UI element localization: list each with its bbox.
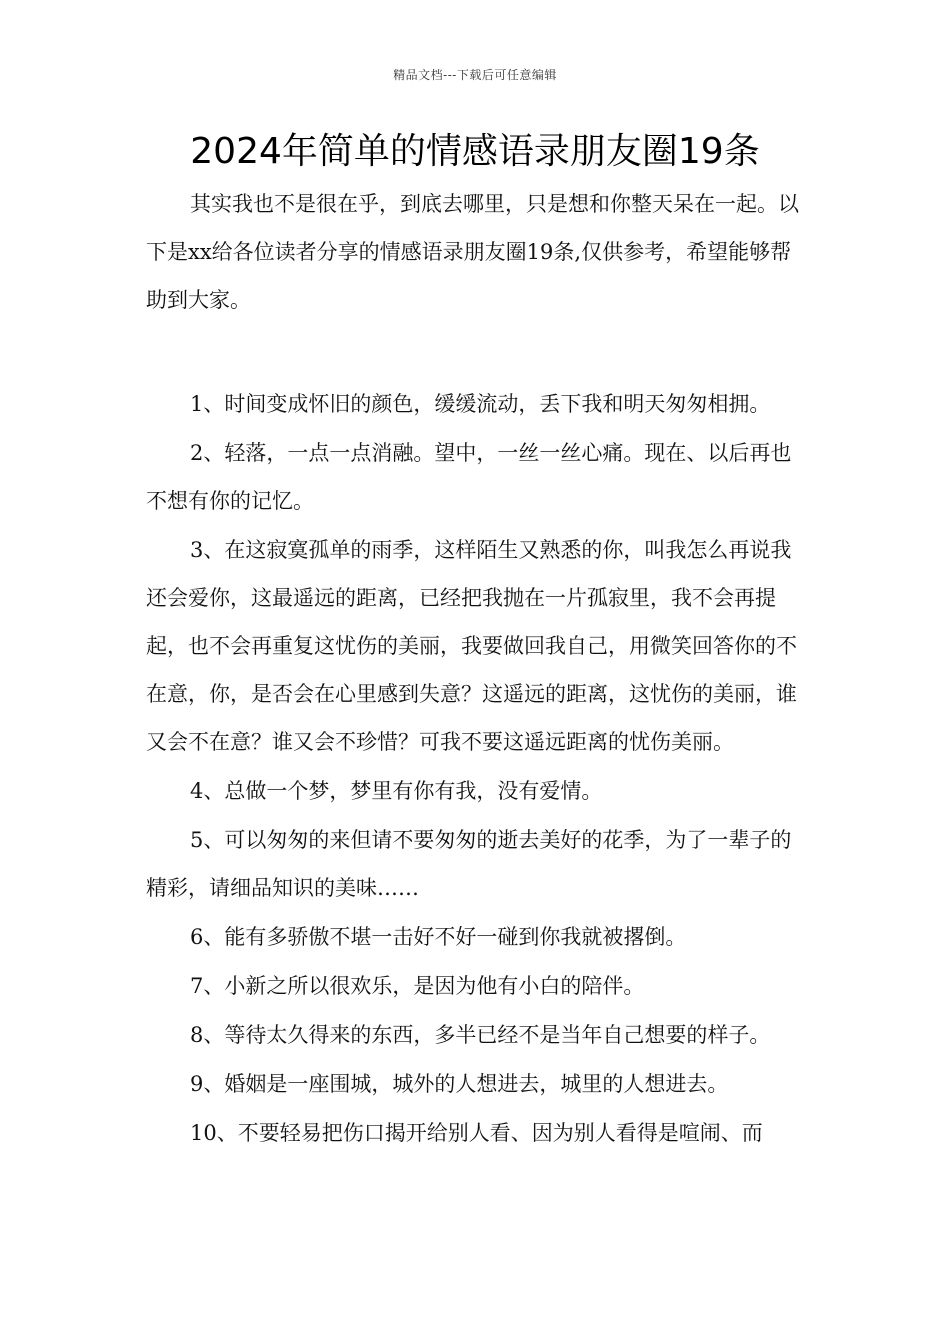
list-item: 6、能有多骄傲不堪一击好不好一碰到你我就被撂倒。 <box>190 925 687 949</box>
list-item: 7、小新之所以很欢乐，是因为他有小白的陪伴。 <box>190 974 645 998</box>
list-item: 10、不要轻易把伤口揭开给别人看、因为别人看得是喧闹、而 <box>190 1121 763 1145</box>
page-title: 2024年简单的情感语录朋友圈19条 <box>190 131 760 172</box>
list-item: 5、可以匆匆的来但请不要匆匆的逝去美好的花季，为了一辈子的精彩，请细品知识的美味…… <box>146 828 792 900</box>
list-item: 8、等待太久得来的东西，多半已经不是当年自己想要的样子。 <box>190 1023 771 1047</box>
list-item: 2、轻落，一点一点消融。望中，一丝一丝心痛。现在、以后再也不想有你的记忆。 <box>146 441 792 513</box>
list-item: 3、在这寂寞孤单的雨季，这样陌生又熟悉的你，叫我怎么再说我还会爱你，这最遥远的距离，已经把我抛在一片孤寂里，我不会再提起，也不会再重复这忧伤的美丽，我要做回我自己，用微笑回答你的不在意，你，是否会在心里感到失意？这遥远的距离，这忧伤的美丽，谁又会不在意？谁又会不珍惜？可我不要这遥远距离的忧伤美丽。 <box>146 538 797 754</box>
list-item: 4、总做一个梦，梦里有你有我，没有爱情。 <box>190 779 603 803</box>
intro-paragraph: 其实我也不是很在乎，到底去哪里，只是想和你整天呆在一起。以下是xx给各位读者分享的情感语录朋友圈19条,仅供参考，希望能够帮助到大家。 <box>146 192 799 312</box>
quote-list <box>146 380 811 1158</box>
header-note: 精品文档---下载后可任意编辑 <box>393 68 557 82</box>
list-item: 1、时间变成怀旧的颜色，缓缓流动，丢下我和明天匆匆相拥。 <box>190 392 771 416</box>
list-item: 9、婚姻是一座围城，城外的人想进去，城里的人想进去。 <box>190 1072 729 1096</box>
